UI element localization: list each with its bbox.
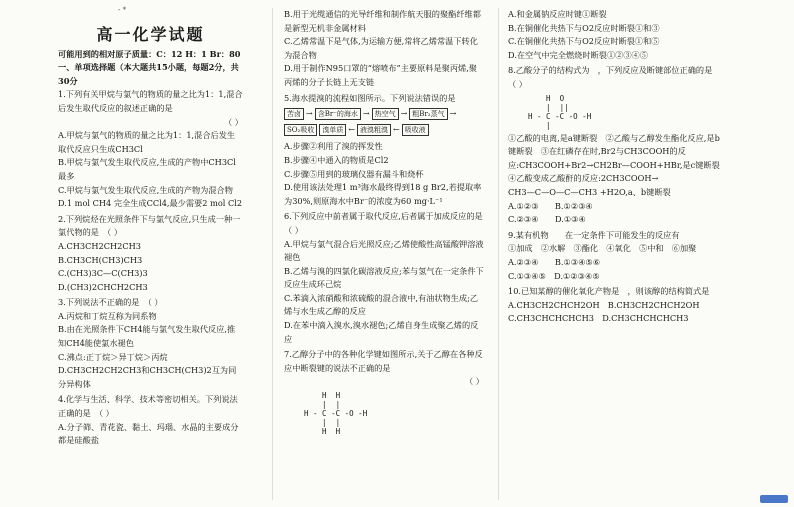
question-3: 3.下列说法不正确的是 （ ） [58,297,163,308]
arrow-icon: ← [348,124,356,134]
flow-box: 粗Br₂蒸气 [409,108,447,120]
column-divider [498,8,499,500]
question-6: 6.下列反应中前者属于取代反应,后者属于加成反应的是 （ ） [284,211,491,235]
option: D.在空气中完全燃烧时断裂①②③④⑤ [508,49,648,60]
option: A.①②③ B.①②③④ [508,200,593,211]
question-10: 10.已知某醇的催化氧化产物是 ，则该醇的结构简式是 [508,286,710,297]
flow-box: 液溴粗溴 [357,124,391,136]
option: D.(CH3)2CHCH2CH3 [58,281,148,292]
option: C.乙烯常温下是气体,为运输方便,常将乙烯常温下转化为混合物 [284,36,478,60]
header-marks: - * [118,6,127,14]
arrow-icon: → [362,109,370,119]
option: C.沸点:正丁烷＞异丁烷＞丙烷 [58,351,168,362]
option: B.步骤④中通入的物质是Cl2 [284,154,389,165]
option: A.步骤②利用了溴的挥发性 [284,141,383,152]
anhydride-formula: CH3—C—O—C—CH3 +H2O,a、b键断裂 [508,186,671,197]
flow-box: 吸收液 [402,124,429,136]
column-2 [284,8,491,438]
exam-title: 高一化学试题 [96,25,205,44]
column-3 [508,8,728,326]
option: D.1 mol CH4 完全生成CCl4,最少需要2 mol Cl2 [58,198,243,209]
option: A.CH3CH2CH2CH3 [58,240,141,251]
flow-box: 热空气 [372,108,399,120]
option: A.②③④ B.①③④⑤⑥ [508,256,601,267]
option: C.在铜催化共热下与O2反应时断裂①和⑤ [508,36,660,47]
option: C.(CH3)3C—C(CH3)3 [58,268,148,279]
section-heading: 一、单项选择题（本大题共15小题，每题2分，共30分 [58,62,239,86]
option: C.②③④ D.①③④ [508,214,586,225]
question-8-statements: ①乙酸的电离,是a键断裂 ②乙酸与乙醇发生酯化反应,是b键断裂 ③在红磷存在时,Br2与CH3COOH的反应:CH3COOH+Br2→CH2Br—COOH+HBr,是c键断裂 ④乙酸变成乙酸酐的反应:2CH3COOH→ [508,132,728,184]
option: D.在苯中滴入溴水,溴水褪色;乙烯自身生成聚乙烯的反应 [284,320,479,344]
reaction-list: ①加成 ②水解 ③酯化 ④氧化 ⑤中和 ⑥加聚 [508,243,697,254]
answer-bracket: （ ） [224,116,243,127]
option: A.甲烷与氯气的物质的量之比为1：1,混合后发生取代反应只生成CH3Cl [58,130,236,154]
option: B.甲烷与氯气发生取代反应,生成的产物中CH3Cl最多 [58,157,236,181]
acetic-acid-structure: H O | || H - C -C -O -H | [528,93,592,130]
option: A.和金属钠反应时键①断裂 [508,9,607,19]
option: A.CH3CH2CHCH2OH B.CH3CH2CHCH2OH [508,299,700,310]
option: B.乙烯与溴的四氯化碳溶液反应;苯与氢气在一定条件下反应生成环己烷 [284,265,484,290]
flow-box: 溴单质 [319,124,346,136]
option: D.CH3CH2CH2CH3和CH3CH(CH3)2互为同分异构体 [58,365,237,389]
option: A.分子筛、青花瓷、黏土、玛瑙、水晶的主要成分都是硅酸盐 [58,421,239,446]
option: C.①③④⑤ D.①②③④⑤ [508,270,600,281]
bromine-flow-diagram [284,107,484,136]
flow-box: 苦卤 [284,108,304,120]
column-1 [58,8,243,448]
atomic-mass-line: 可能用到的相对原子质量：C：12 H：1 Br：80 [58,48,241,59]
question-8: 8.乙酸分子的结构式为 ，下列反应及断键部位正确的是 （ ） [508,65,721,89]
option: C.CH3CHCHCHCH3 D.CH3CHCHCHCH3 [508,313,689,324]
option: D.用于制作N95口罩的“熔喷布”主要原料是聚丙烯,聚丙烯的分子长链上无支链 [284,63,477,87]
option: B.在铜催化共热下与O2反应时断裂①和③ [508,22,660,33]
option: A.甲烷与氯气混合后光照反应;乙烯使酸性高锰酸钾溶液褪色 [284,238,484,263]
ethanol-structure: H H | | H - C -C -O -H | | H H [304,391,368,437]
question-1: 1.下列有关甲烷与氯气的物质的量之比为1：1,混合后发生取代反应的叙述正确的是 [58,89,243,113]
answer-bracket: （ ） [465,376,484,387]
question-9: 9.某有机物 在一定条件下可能发生的反应有 [508,229,680,240]
arrow-icon: → [306,109,313,119]
arrow-icon: → [449,109,457,119]
question-2: 2.下列烷烃在光照条件下与氯气反应,只生成一种一氯代物的是 （ ） [58,213,241,238]
column-divider [272,8,273,500]
option: B.CH3CH(CH3)CH3 [58,254,143,265]
option: A.丙烷和丁烷互称为同系物 [58,310,157,321]
watermark-logo-icon [760,495,788,503]
flow-box: 含Br⁻的海水 [315,108,361,120]
option: B.由在光照条件下CH4能与氯气发生取代反应,推知CH4能使氯水褪色 [58,324,236,349]
arrow-icon: → [400,109,408,119]
arrow-icon: ← [393,124,400,134]
option: D.使用该法处理1 m³海水最终得到18 g Br2,若提取率为30%,则原海水中Br⁻的浓度为60 mg·L⁻¹ [284,182,482,206]
question-4: 4.化学与生活、科学、技术等密切相关。下列说法正确的是 （ ） [58,394,238,419]
option: B.用于光缆通信的光导纤维和制作航天服的聚酯纤维都是新型无机非金属材料 [284,9,481,33]
option: C.苯滴入浓硝酸和浓硫酸的混合液中,有油状物生成;乙烯与水生成乙醇的反应 [284,292,479,317]
option: C.步骤⑤用到的玻璃仪器有漏斗和烧杯 [284,168,424,179]
option: C.甲烷与氯气发生取代反应,生成的产物为混合物 [58,184,233,195]
flow-box: SO₂吸收 [284,124,317,136]
question-7: 7.乙醇分子中的各种化学键如图所示,关于乙醇在各种反应中断裂键的说法不正确的是 [284,349,483,373]
question-5: 5.海水提溴的流程如图所示。下列说法错误的是 [284,92,456,103]
